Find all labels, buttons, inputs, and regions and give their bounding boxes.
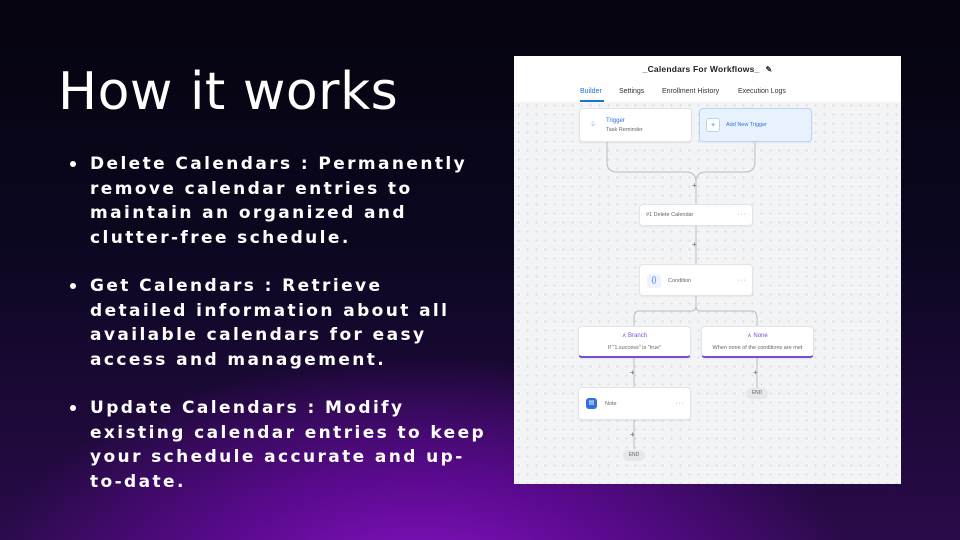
branch-description: If "1.success" is "true" bbox=[607, 345, 662, 351]
trigger-node[interactable] bbox=[579, 108, 692, 142]
tab-enrollment-history[interactable]: Enrollment History bbox=[662, 88, 720, 95]
slide-title: How it works bbox=[58, 62, 399, 122]
add-step-plus-icon[interactable]: + bbox=[692, 181, 697, 190]
plus-icon: + bbox=[706, 118, 720, 132]
none-branch-node[interactable] bbox=[701, 326, 814, 358]
branch-title bbox=[579, 332, 690, 339]
add-step-plus-icon[interactable]: + bbox=[630, 368, 635, 377]
feature-list bbox=[68, 152, 488, 518]
note-label: Note bbox=[605, 401, 617, 407]
more-options-icon[interactable]: ··· bbox=[737, 277, 746, 284]
none-title-label: None bbox=[753, 333, 768, 339]
trigger-sublabel: Task Reminder bbox=[606, 127, 643, 133]
more-options-icon[interactable]: ··· bbox=[737, 211, 746, 218]
add-new-trigger-button[interactable] bbox=[699, 108, 812, 142]
add-step-plus-icon[interactable]: + bbox=[753, 368, 758, 377]
end-marker: END bbox=[746, 388, 768, 399]
code-braces-icon: {} bbox=[647, 274, 661, 288]
branch-title-label: Branch bbox=[628, 333, 648, 339]
add-step-plus-icon[interactable]: + bbox=[692, 240, 697, 249]
condition-step[interactable] bbox=[639, 264, 753, 296]
trigger-label: Trigger bbox=[606, 118, 625, 124]
tab-builder[interactable]: Builder bbox=[580, 88, 602, 95]
end-marker: END bbox=[623, 450, 645, 461]
delete-calendar-step[interactable] bbox=[639, 204, 753, 226]
branch-icon: ⋏ bbox=[747, 333, 754, 339]
none-title bbox=[702, 332, 813, 339]
add-step-plus-icon[interactable]: + bbox=[630, 430, 635, 439]
note-step[interactable] bbox=[578, 387, 691, 420]
bullet-delete-calendars: Delete Calendars : Permanently remove calendar entries to maintain an organized and clutter-free schedule. bbox=[68, 152, 488, 250]
workflow-builder-screenshot bbox=[514, 56, 901, 484]
bullet-get-calendars: Get Calendars : Retrieve detailed information about all available calendars for easy access and management. bbox=[68, 274, 488, 372]
bell-icon: ♧ bbox=[589, 121, 597, 128]
tab-settings[interactable]: Settings bbox=[619, 88, 645, 95]
branch-icon: ⋏ bbox=[621, 333, 629, 339]
condition-label: Condition bbox=[668, 278, 692, 284]
more-options-icon[interactable]: ··· bbox=[675, 400, 684, 407]
branch-node[interactable] bbox=[578, 326, 691, 358]
tab-execution-logs[interactable]: Execution Logs bbox=[738, 88, 786, 95]
note-icon: ▤ bbox=[586, 398, 597, 409]
workflow-name-label: _Calendars For Workflows_ bbox=[642, 64, 760, 74]
pencil-icon[interactable]: ✎ bbox=[765, 65, 773, 74]
delete-calendar-label: #1 Delete Calendar bbox=[646, 212, 694, 218]
bullet-update-calendars: Update Calendars : Modify existing calendar entries to keep your schedule accurate and up-to-date. bbox=[68, 396, 488, 494]
add-trigger-label: Add New Trigger bbox=[726, 122, 767, 128]
none-description: When none of the conditions are met bbox=[712, 345, 803, 351]
